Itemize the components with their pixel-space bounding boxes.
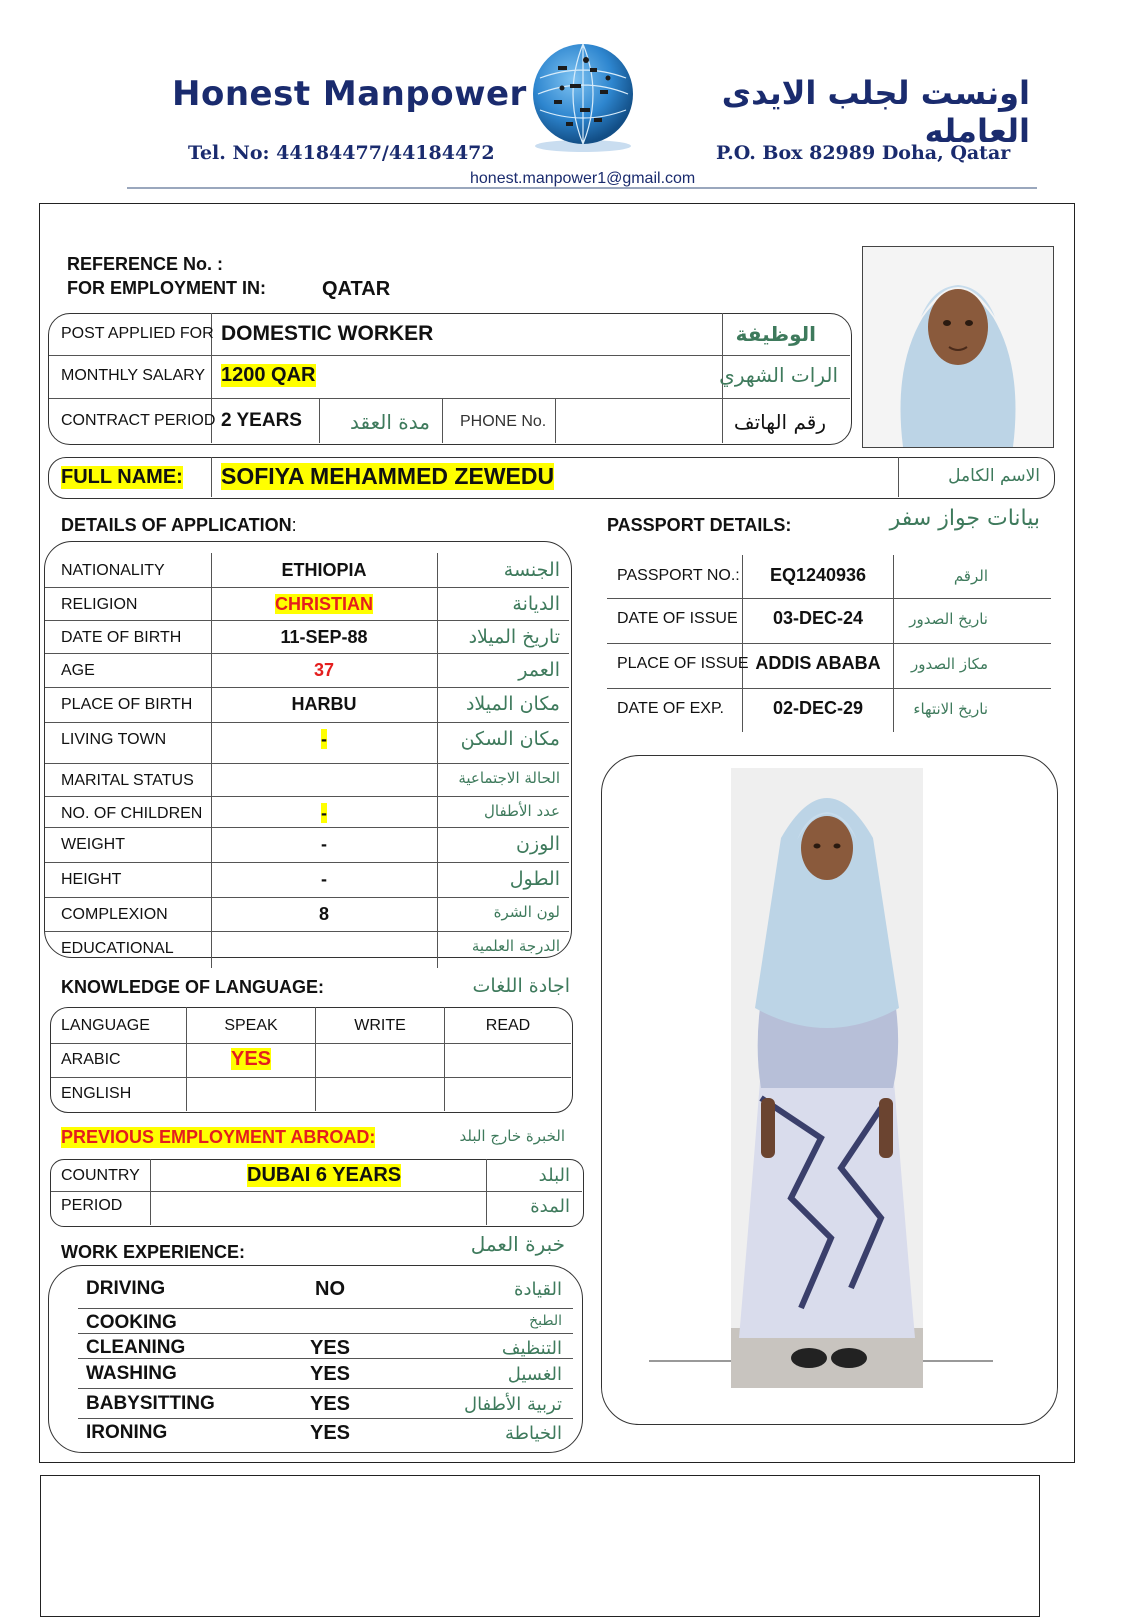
passport-row-label: DATE OF ISSUE — [617, 610, 738, 627]
contract-arabic: مدة العقد — [350, 410, 430, 434]
header-email: honest.manpower1@gmail.com — [470, 170, 696, 187]
contract-value: 2 YEARS — [221, 410, 302, 431]
work-row-value: YES — [309, 1337, 351, 1359]
previous-period-arabic: المدة — [530, 1196, 570, 1217]
details-row-divider — [45, 653, 569, 654]
work-row-divider — [78, 1308, 573, 1309]
previous-title: PREVIOUS EMPLOYMENT ABROAD: — [61, 1127, 376, 1147]
language-row-name: ARABIC — [61, 1051, 121, 1068]
work-row-arabic: القيادة — [514, 1279, 562, 1300]
full-name-label: FULL NAME: — [61, 466, 183, 488]
details-row-divider — [45, 862, 569, 863]
details-row-label: NO. OF CHILDREN — [61, 805, 203, 822]
language-title-arabic: اجادة اللغات — [472, 975, 570, 997]
passport-row-label: PASSPORT NO.: — [617, 567, 740, 584]
details-row-divider — [45, 687, 569, 688]
details-row-arabic: الجنسة — [503, 559, 560, 581]
passport-row-arabic: مكاز الصدور — [910, 655, 988, 673]
details-row-arabic: الدرجة العلمية — [471, 937, 560, 955]
bottom-notes-box — [40, 1475, 1040, 1617]
details-row-value-text: - — [321, 729, 327, 749]
details-row-value — [212, 834, 436, 855]
language-header-speak: SPEAK — [224, 1017, 278, 1034]
details-row-arabic: تاريخ الميلاد — [468, 626, 560, 648]
details-row-arabic: مكان السكن — [460, 728, 560, 750]
work-row-divider — [78, 1418, 573, 1419]
passport-row-label: DATE OF EXP. — [617, 700, 724, 717]
details-row-value — [212, 660, 436, 681]
details-row-divider — [45, 796, 569, 797]
details-row-divider — [45, 722, 569, 723]
passport-row-divider — [607, 598, 1051, 599]
details-row-value-text: - — [321, 869, 327, 889]
details-row-value — [212, 803, 436, 824]
details-row-arabic: لون الشرة — [493, 903, 560, 921]
work-row-label: WASHING — [86, 1363, 177, 1384]
language-header-write: WRITE — [354, 1017, 406, 1034]
details-row-value — [212, 694, 436, 715]
header-divider — [127, 187, 1037, 189]
language-row-name: ENGLISH — [61, 1085, 132, 1102]
details-row-value-text: - — [321, 803, 327, 823]
work-row-value: YES — [309, 1393, 351, 1415]
details-row-value — [212, 904, 436, 925]
passport-row-divider — [607, 643, 1051, 644]
work-row-value: YES — [309, 1422, 351, 1444]
passport-row-value: ADDIS ABABA — [755, 653, 881, 673]
details-title: DETAILS OF APPLICATION: — [61, 515, 297, 535]
details-row-divider — [45, 620, 569, 621]
language-header-language: LANGUAGE — [61, 1017, 150, 1034]
work-row-arabic: الطبخ — [529, 1313, 562, 1329]
details-row-label: DATE OF BIRTH — [61, 629, 182, 646]
details-row-value-text: - — [321, 834, 327, 854]
work-row-label: BABYSITTING — [86, 1393, 215, 1414]
work-row-label: IRONING — [86, 1422, 168, 1443]
passport-row-divider — [607, 688, 1051, 689]
details-row-divider — [45, 763, 569, 764]
portrait-photo — [862, 246, 1054, 448]
post-arabic: الوظيفة — [735, 322, 816, 346]
details-row-label: NATIONALITY — [61, 562, 165, 579]
details-row-value-text: ETHIOPIA — [281, 560, 367, 580]
details-row-divider — [45, 897, 569, 898]
details-row-arabic: مكان الميلاد — [465, 693, 560, 715]
details-row-divider — [45, 827, 569, 828]
work-row-label: CLEANING — [86, 1337, 186, 1358]
details-row-divider — [45, 587, 569, 588]
passport-col-divider — [893, 555, 894, 732]
work-row-label: DRIVING — [86, 1278, 166, 1299]
details-row-arabic: الديانة — [512, 593, 560, 615]
full-name-arabic: الاسم الكامل — [948, 466, 1040, 486]
work-row-value: NO — [315, 1278, 345, 1300]
passport-row-value: 02-DEC-29 — [772, 698, 864, 718]
details-row-label: EDUCATIONAL — [61, 940, 174, 957]
work-title: WORK EXPERIENCE: — [61, 1242, 246, 1262]
floor-line-left — [649, 1360, 731, 1362]
language-speak-cell — [187, 1048, 315, 1071]
floor-line-right — [923, 1360, 993, 1362]
passport-row-arabic: ناريخ الصدور — [909, 610, 988, 628]
details-row-value — [212, 560, 436, 581]
details-row-label: MARITAL STATUS — [61, 772, 194, 789]
work-row-value: YES — [309, 1363, 351, 1385]
work-row-arabic: الخياطة — [505, 1423, 562, 1444]
work-row-label: COOKING — [86, 1312, 177, 1333]
full-name-value: SOFIYA MEHAMMED ZEWEDU — [221, 463, 555, 489]
details-row-value-text: HARBU — [291, 694, 357, 714]
work-row-arabic: تربية الأطفال — [463, 1394, 562, 1415]
globe-logo — [528, 38, 638, 156]
details-row-label: RELIGION — [61, 596, 138, 613]
previous-country-arabic: البلد — [538, 1165, 570, 1186]
details-row-arabic: الحالة الاجتماعية — [458, 769, 560, 787]
passport-row-arabic: الرقم — [953, 567, 988, 585]
previous-title-arabic: الخبرة خارج البلد — [459, 1127, 565, 1145]
details-row-arabic: عدد الأطفال — [484, 802, 560, 820]
details-row-label: HEIGHT — [61, 871, 122, 888]
post-label: POST APPLIED FOR — [61, 325, 214, 342]
details-row-value — [212, 627, 436, 648]
phone-label: PHONE No. — [460, 413, 547, 430]
details-row-label: PLACE OF BIRTH — [61, 696, 193, 713]
salary-label: MONTHLY SALARY — [61, 367, 206, 384]
details-row-divider — [45, 931, 569, 932]
passport-row-value: 03-DEC-24 — [772, 608, 864, 628]
previous-country-value: DUBAI 6 YEARS — [247, 1164, 402, 1186]
details-row-arabic: الوزن — [515, 833, 560, 855]
reference-label: REFERENCE No. : — [67, 254, 224, 274]
details-row-label: COMPLEXION — [61, 906, 168, 923]
passport-row-arabic: ناريخ الانتهاء — [913, 700, 988, 718]
previous-period-label: PERIOD — [61, 1197, 123, 1214]
language-header-read: READ — [485, 1017, 531, 1034]
phone-arabic: رقم الهاتف — [733, 410, 826, 434]
work-row-arabic: التنظيف — [501, 1338, 562, 1359]
details-row-label: LIVING TOWN — [61, 731, 167, 748]
passport-title-arabic: بيانات جواز سفر — [889, 506, 1040, 531]
full-body-photo — [731, 768, 923, 1388]
employment-label: FOR EMPLOYMENT IN: — [67, 278, 266, 298]
work-row-divider — [78, 1388, 573, 1389]
passport-row-label: PLACE OF ISSUE — [617, 655, 749, 672]
previous-country-label: COUNTRY — [61, 1167, 140, 1184]
details-row-arabic: العمر — [518, 659, 560, 681]
details-row-value-text: CHRISTIAN — [275, 594, 373, 614]
details-row-value — [212, 729, 436, 750]
work-title-arabic: خبرة العمل — [470, 1232, 565, 1256]
details-row-label: WEIGHT — [61, 836, 125, 853]
brand-name-english: Honest Manpower — [172, 74, 527, 114]
language-title: KNOWLEDGE OF LANGUAGE: — [61, 977, 324, 997]
details-row-value-text: 11-SEP-88 — [280, 627, 368, 647]
brand-name-arabic: اونست لجلب الايدى العامله — [721, 74, 1030, 150]
post-value: DOMESTIC WORKER — [221, 322, 434, 345]
employment-country: QATAR — [322, 278, 391, 300]
details-row-value-text: 8 — [318, 904, 329, 924]
passport-row-value: EQ1240936 — [769, 565, 867, 585]
contract-label: CONTRACT PERIOD — [61, 412, 216, 429]
salary-value: 1200 QAR — [221, 364, 316, 386]
work-row-arabic: الغسيل — [507, 1364, 562, 1385]
header-pobox: P.O. Box 82989 Doha, Qatar — [716, 142, 1011, 164]
details-row-value — [212, 594, 436, 615]
details-row-label: AGE — [61, 662, 95, 679]
passport-title: PASSPORT DETAILS: — [607, 515, 792, 535]
details-row-value — [212, 869, 436, 890]
details-row-arabic: الطول — [509, 868, 560, 890]
salary-arabic: الرات الشهري — [719, 363, 838, 387]
details-row-value-text: 37 — [313, 660, 335, 680]
header-phone: Tel. No: 44184477/44184472 — [188, 142, 495, 164]
language-speak-value: YES — [230, 1048, 272, 1070]
